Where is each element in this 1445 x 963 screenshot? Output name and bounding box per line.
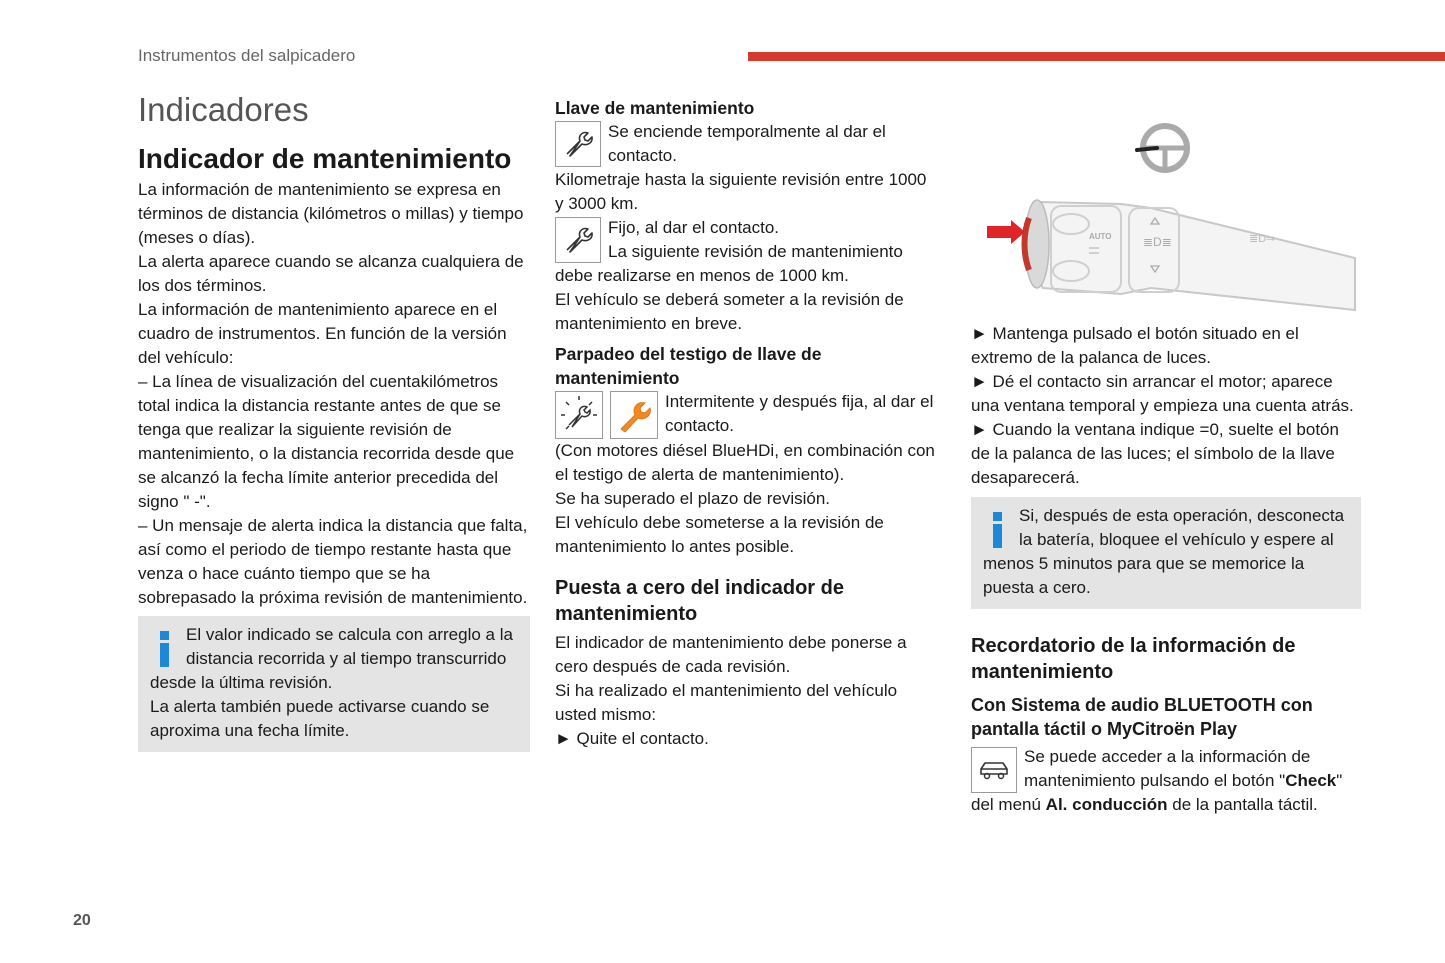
paragraph: Fijo, al dar el contacto. xyxy=(608,218,780,237)
paragraph: Se ha superado el plazo de revisión. xyxy=(555,489,831,508)
menu-label: Al. conducción xyxy=(1045,795,1168,814)
svg-text:≣D⇒: ≣D⇒ xyxy=(1249,233,1276,245)
paragraph: Intermitente y después fija, al dar el contacto. xyxy=(665,392,934,435)
subsection-title: Recordatorio de la información de mantenimiento xyxy=(971,635,1296,683)
paragraph: La siguiente revisión de mantenimiento debe realizarse en menos de 1000 km. xyxy=(555,242,903,285)
info-icon xyxy=(983,506,1011,550)
subsection-title: Puesta a cero del indicador de mantenimiento xyxy=(555,577,844,625)
paragraph: – La línea de visualización del cuentakilómetros total indica la distancia restante antes de que se tenga que realizar la siguiente revisión de mantenimiento, o la distancia recorrida desde que se alcanzó la fecha límite anterior precedida del signo " -". xyxy=(138,372,515,511)
wrench-icon xyxy=(555,121,601,167)
step: ► Cuando la ventana indique =0, suelte el botón de la palanca de las luces; el símbolo de la llave desaparecerá. xyxy=(971,420,1339,487)
info-note xyxy=(138,616,530,752)
info-icon xyxy=(150,625,178,669)
main-title: Indicador de mantenimiento xyxy=(138,143,512,174)
svg-text:≣D≣: ≣D≣ xyxy=(1143,235,1172,249)
paragraph: Si ha realizado el mantenimiento del vehículo usted mismo: xyxy=(555,681,898,724)
page-number: 20 xyxy=(73,912,91,929)
blinking-wrench-icon xyxy=(555,391,603,439)
light-stalk-drawing xyxy=(971,96,1361,322)
subsection-title: Llave de mantenimiento xyxy=(555,98,755,118)
subsection-title: Parpadeo del testigo de llave de mantenimiento xyxy=(555,344,822,388)
paragraph: El vehículo se deberá someter a la revisión de mantenimiento en breve. xyxy=(555,290,904,333)
paragraph: (Con motores diésel BlueHDi, en combinación con el testigo de alerta de mantenimiento). xyxy=(555,441,935,484)
step: ► Quite el contacto. xyxy=(555,729,709,748)
auto-label: AUTO xyxy=(1089,232,1112,241)
paragraph: La alerta aparece cuando se alcanza cualquiera de los dos términos. xyxy=(138,252,524,295)
header-accent-bar xyxy=(748,52,1445,61)
paragraph: La información de mantenimiento se expresa en términos de distancia (kilómetros o millas) y tiempo (meses o días). xyxy=(138,180,524,247)
paragraph: Se puede acceder a la información de mantenimiento pulsando el botón "Check" del menú Al. conducción de la pantalla táctil. xyxy=(971,747,1343,814)
light-stalk-illustration xyxy=(971,96,1361,322)
step: ► Dé el contacto sin arrancar el motor; aparece una ventana temporal y empieza una cuenta atrás. xyxy=(971,372,1354,415)
check-label: Check xyxy=(1285,771,1337,790)
paragraph: Se enciende temporalmente al dar el contacto. xyxy=(608,122,886,165)
note-text: Si, después de esta operación, desconecta la batería, bloquee el vehículo y espere al menos 5 minutos para que se memorice la puesta a cero. xyxy=(983,506,1345,597)
paragraph: El indicador de mantenimiento debe ponerse a cero después de cada revisión. xyxy=(555,633,907,676)
paragraph: El vehículo debe someterse a la revisión de mantenimiento lo antes posible. xyxy=(555,513,884,556)
paragraph: La información de mantenimiento aparece en el cuadro de instrumentos. En función de la versión del vehículo: xyxy=(138,300,507,367)
note-text: La alerta también puede activarse cuando se aproxima una fecha límite. xyxy=(150,697,490,740)
info-note xyxy=(971,497,1361,609)
wrench-icon xyxy=(555,217,601,263)
column-left xyxy=(138,88,530,752)
paragraph: Kilometraje hasta la siguiente revisión entre 1000 y 3000 km. xyxy=(555,170,927,213)
section-title: Indicadores xyxy=(138,91,309,128)
paragraph: – Un mensaje de alerta indica la distancia que falta, así como el periodo de tiempo restante hasta que venza o hace cuánto tiempo que se ha sobrepasado la próxima revisión de mantenimiento. xyxy=(138,516,528,607)
car-icon xyxy=(971,747,1017,793)
column-middle xyxy=(555,96,935,751)
subsection-title: Con Sistema de audio BLUETOOTH con pantalla táctil o MyCitroën Play xyxy=(971,695,1313,739)
note-text: El valor indicado se calcula con arreglo a la distancia recorrida y al tiempo transcurrido desde la última revisión. xyxy=(150,625,513,692)
column-right xyxy=(971,96,1361,817)
running-header: Instrumentos del salpicadero xyxy=(138,46,356,65)
step: ► Mantenga pulsado el botón situado en el extremo de la palanca de luces. xyxy=(971,324,1299,367)
orange-wrench-icon xyxy=(610,391,658,439)
